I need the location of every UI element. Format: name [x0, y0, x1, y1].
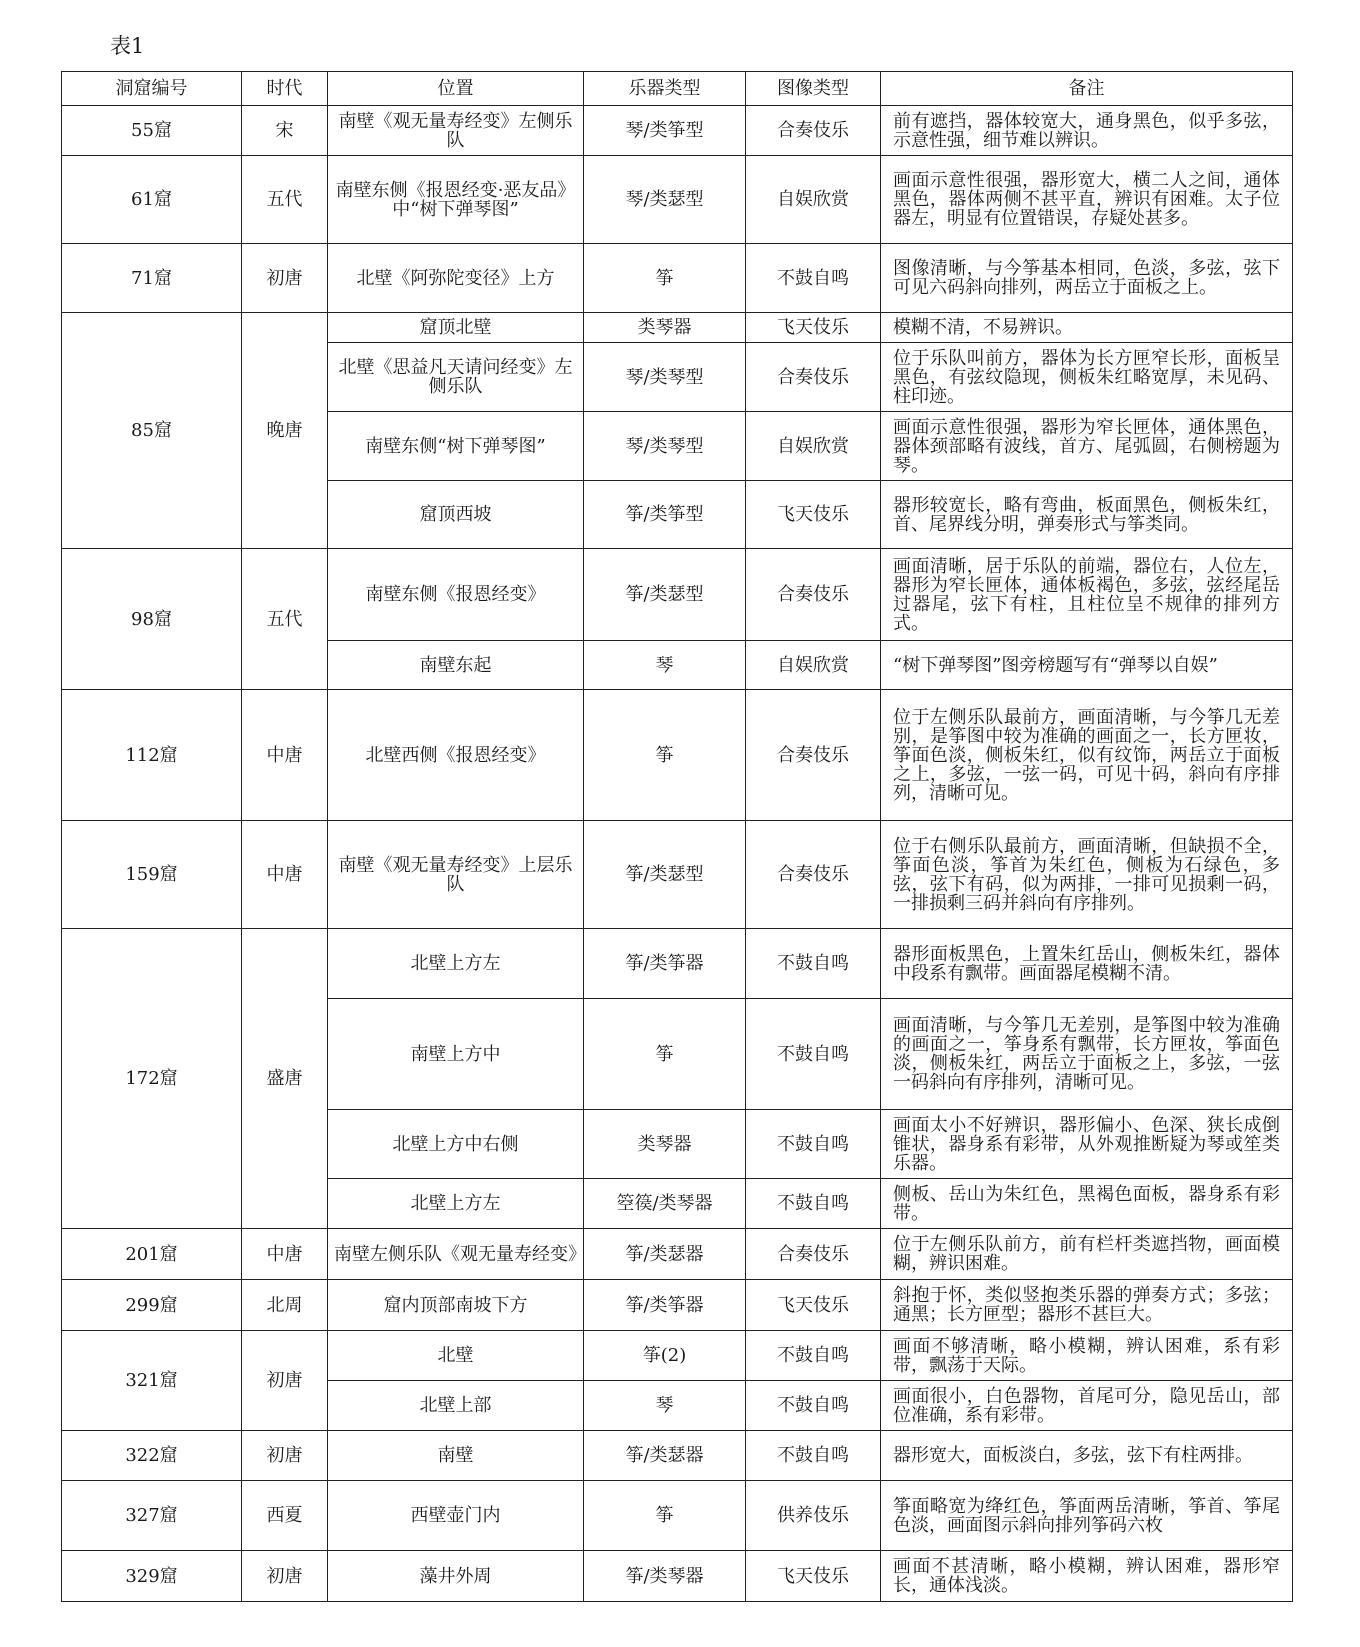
cave-cell: 98窟	[62, 549, 242, 690]
note-cell: 画面示意性很强，器形宽大，横二人之间，通体黑色，器体两侧不甚平直，辨识有困难。太子位器左，明显有位置错误，存疑处甚多。	[881, 156, 1293, 244]
image-type-cell: 不鼓自鸣	[746, 244, 881, 313]
image-type-cell: 合奏伎乐	[746, 106, 881, 156]
image-type-cell: 合奏伎乐	[746, 1229, 881, 1280]
image-type-cell: 不鼓自鸣	[746, 1179, 881, 1229]
table-row	[62, 1229, 1293, 1280]
era-cell: 晚唐	[242, 313, 328, 549]
image-type-cell: 不鼓自鸣	[746, 1110, 881, 1179]
note-cell: 前有遮挡，器体较宽大，通身黑色，似乎多弦，示意性强，细节难以辨识。	[881, 106, 1293, 156]
note-cell: 筝面略宽为绛红色，筝面两岳清晰，筝首、筝尾色淡，画面图示斜向排列筝码六枚	[881, 1481, 1293, 1551]
instrument-cell: 筝/类瑟器	[584, 1229, 746, 1280]
cave-cell: 55窟	[62, 106, 242, 156]
table-row	[62, 549, 1293, 641]
era-cell: 初唐	[242, 1331, 328, 1431]
instrument-cell: 琴/类筝型	[584, 106, 746, 156]
image-type-cell: 不鼓自鸣	[746, 1331, 881, 1381]
table-row	[62, 156, 1293, 244]
table-caption: 表1	[110, 34, 145, 58]
header-row	[62, 72, 1293, 106]
cave-cell: 172窟	[62, 929, 242, 1229]
instrument-cell: 筝	[584, 690, 746, 821]
location-cell: 北壁上方中右侧	[328, 1110, 584, 1179]
location-cell: 北壁上方左	[328, 1179, 584, 1229]
table-row	[62, 313, 1293, 343]
instrument-cell: 筝/类琴器	[584, 1551, 746, 1602]
era-cell: 中唐	[242, 690, 328, 821]
location-cell: 南壁东侧《报恩经变·恶友品》中“树下弹琴图”	[328, 156, 584, 244]
instrument-cell: 筝	[584, 1481, 746, 1551]
instrument-cell: 类琴器	[584, 313, 746, 343]
image-type-cell: 合奏伎乐	[746, 690, 881, 821]
location-cell: 南壁《观无量寿经变》上层乐队	[328, 821, 584, 929]
instrument-cell: 筝(2)	[584, 1331, 746, 1381]
image-type-cell: 飞天伎乐	[746, 1280, 881, 1331]
note-cell: 画面示意性很强，器形为窄长匣体，通体黑色，器体颈部略有波线，首方、尾弧圆，右侧榜题为琴。	[881, 412, 1293, 481]
note-cell: 图像清晰，与今筝基本相同，色淡，多弦，弦下可见六码斜向排列，两岳立于面板之上。	[881, 244, 1293, 313]
location-cell: 南壁东侧“树下弹琴图”	[328, 412, 584, 481]
image-type-cell: 合奏伎乐	[746, 821, 881, 929]
instrument-cell: 琴/类琴型	[584, 412, 746, 481]
image-type-cell: 合奏伎乐	[746, 343, 881, 412]
note-cell: 位于左侧乐队前方，前有栏杆类遮挡物，画面模糊，辨识困难。	[881, 1229, 1293, 1280]
note-cell: 画面清晰，居于乐队的前端，器位右，人位左，器形为窄长匣体，通体板褐色，多弦，弦经尾岳过器尾，弦下有柱，且柱位呈不规律的排列方式。	[881, 549, 1293, 641]
era-cell: 中唐	[242, 1229, 328, 1280]
instrument-cell: 类琴器	[584, 1110, 746, 1179]
header-instrument-type: 乐器类型	[584, 72, 746, 106]
era-cell: 初唐	[242, 244, 328, 313]
image-type-cell: 供养伎乐	[746, 1481, 881, 1551]
image-type-cell: 不鼓自鸣	[746, 1381, 881, 1431]
table-row	[62, 821, 1293, 929]
note-cell: 模糊不清，不易辨识。	[881, 313, 1293, 343]
cave-cell: 61窟	[62, 156, 242, 244]
header-location: 位置	[328, 72, 584, 106]
location-cell: 北壁《思益凡天请问经变》左侧乐队	[328, 343, 584, 412]
image-type-cell: 自娱欣赏	[746, 156, 881, 244]
cave-cell: 327窟	[62, 1481, 242, 1551]
note-cell: 位于右侧乐队最前方，画面清晰，但缺损不全，筝面色淡，筝首为朱红色，侧板为石绿色，多弦，弦下有码，似为两排，一排可见损剩一码，一排损剩三码并斜向有序排列。	[881, 821, 1293, 929]
header-image-type: 图像类型	[746, 72, 881, 106]
location-cell: 北壁西侧《报恩经变》	[328, 690, 584, 821]
instrument-cell: 筝/类瑟型	[584, 549, 746, 641]
note-cell: 画面太小不好辨识，器形偏小、色深、狭长成倒锥状，器身系有彩带，从外观推断疑为琴或笙类乐器。	[881, 1110, 1293, 1179]
location-cell: 南壁东侧《报恩经变》	[328, 549, 584, 641]
cave-cell: 201窟	[62, 1229, 242, 1280]
instrument-cell: 箜篌/类琴器	[584, 1179, 746, 1229]
image-type-cell: 飞天伎乐	[746, 481, 881, 549]
image-type-cell: 飞天伎乐	[746, 1551, 881, 1602]
era-cell: 盛唐	[242, 929, 328, 1229]
table-row	[62, 1280, 1293, 1331]
image-type-cell: 不鼓自鸣	[746, 1431, 881, 1481]
cave-cell: 159窟	[62, 821, 242, 929]
location-cell: 南壁	[328, 1431, 584, 1481]
note-cell: 位于左侧乐队最前方，画面清晰，与今筝几无差别，是筝图中较为准确的画面之一，长方匣妆，筝面色淡，侧板朱红，似有纹饰，两岳立于面板之上，多弦，一弦一码，可见十码，斜向有序排列，清晰可见。	[881, 690, 1293, 821]
location-cell: 北壁上部	[328, 1381, 584, 1431]
location-cell: 南壁《观无量寿经变》左侧乐队	[328, 106, 584, 156]
image-type-cell: 自娱欣赏	[746, 641, 881, 690]
table-row	[62, 1551, 1293, 1602]
header-notes: 备注	[881, 72, 1293, 106]
location-cell: 窟顶北壁	[328, 313, 584, 343]
location-cell: 南壁东起	[328, 641, 584, 690]
instrument-cell: 筝/类瑟型	[584, 821, 746, 929]
note-cell: 斜抱于怀，类似竖抱类乐器的弹奏方式；多弦；通黑；长方匣型；器形不甚巨大。	[881, 1280, 1293, 1331]
instrument-cell: 琴/类琴型	[584, 343, 746, 412]
table-row	[62, 929, 1293, 999]
instrument-cell: 琴	[584, 641, 746, 690]
era-cell: 宋	[242, 106, 328, 156]
instrument-cell: 琴/类瑟型	[584, 156, 746, 244]
cave-cell: 299窟	[62, 1280, 242, 1331]
location-cell: 南壁左侧乐队《观无量寿经变》	[328, 1229, 584, 1280]
image-type-cell: 飞天伎乐	[746, 313, 881, 343]
table-row	[62, 690, 1293, 821]
location-cell: 南壁上方中	[328, 999, 584, 1110]
header-cave-number: 洞窟编号	[62, 72, 242, 106]
instrument-cell: 筝/类瑟器	[584, 1431, 746, 1481]
location-cell: 北壁	[328, 1331, 584, 1381]
note-cell: 画面很小，白色器物，首尾可分，隐见岳山，部位准确，系有彩带。	[881, 1381, 1293, 1431]
image-type-cell: 不鼓自鸣	[746, 999, 881, 1110]
cave-cell: 71窟	[62, 244, 242, 313]
cave-cell: 322窟	[62, 1431, 242, 1481]
location-cell: 藻井外周	[328, 1551, 584, 1602]
era-cell: 初唐	[242, 1431, 328, 1481]
table-row	[62, 1481, 1293, 1551]
cave-instrument-table	[61, 71, 1293, 1602]
location-cell: 窟顶西坡	[328, 481, 584, 549]
instrument-cell: 筝	[584, 244, 746, 313]
instrument-cell: 筝/类筝器	[584, 1280, 746, 1331]
era-cell: 初唐	[242, 1551, 328, 1602]
note-cell: 位于乐队叫前方，器体为长方匣窄长形，面板呈黑色，有弦纹隐现，侧板朱红略宽厚，未见码、柱印迹。	[881, 343, 1293, 412]
note-cell: 器形面板黑色，上置朱红岳山，侧板朱红，器体中段系有飘带。画面器尾模糊不清。	[881, 929, 1293, 999]
location-cell: 北壁上方左	[328, 929, 584, 999]
image-type-cell: 合奏伎乐	[746, 549, 881, 641]
note-cell: 画面不甚清晰，略小模糊，辨认困难，器形窄长，通体浅淡。	[881, 1551, 1293, 1602]
note-cell: 画面清晰，与今筝几无差别，是筝图中较为准确的画面之一，筝身系有飘带，长方匣妆，筝面色淡，侧板朱红，两岳立于面板之上，多弦，一弦一码斜向有序排列，清晰可见。	[881, 999, 1293, 1110]
note-cell: 器形较宽长，略有弯曲，板面黑色，侧板朱红，首、尾界线分明，弹奏形式与筝类同。	[881, 481, 1293, 549]
note-cell: 器形宽大，面板淡白，多弦，弦下有柱两排。	[881, 1431, 1293, 1481]
table-row	[62, 244, 1293, 313]
instrument-cell: 筝/类筝型	[584, 481, 746, 549]
table-row	[62, 1431, 1293, 1481]
note-cell: 侧板、岳山为朱红色，黑褐色面板，器身系有彩带。	[881, 1179, 1293, 1229]
era-cell: 西夏	[242, 1481, 328, 1551]
instrument-cell: 筝/类筝器	[584, 929, 746, 999]
era-cell: 中唐	[242, 821, 328, 929]
era-cell: 五代	[242, 156, 328, 244]
era-cell: 五代	[242, 549, 328, 690]
header-era: 时代	[242, 72, 328, 106]
era-cell: 北周	[242, 1280, 328, 1331]
cave-cell: 329窟	[62, 1551, 242, 1602]
cave-cell: 321窟	[62, 1331, 242, 1431]
location-cell: 西壁壶门内	[328, 1481, 584, 1551]
instrument-cell: 琴	[584, 1381, 746, 1431]
table-row	[62, 106, 1293, 156]
image-type-cell: 不鼓自鸣	[746, 929, 881, 999]
note-cell: 画面不够清晰，略小模糊，辨认困难，系有彩带，飘荡于天际。	[881, 1331, 1293, 1381]
table-row	[62, 1331, 1293, 1381]
cave-cell: 85窟	[62, 313, 242, 549]
instrument-cell: 筝	[584, 999, 746, 1110]
location-cell: 窟内顶部南坡下方	[328, 1280, 584, 1331]
image-type-cell: 自娱欣赏	[746, 412, 881, 481]
location-cell: 北壁《阿弥陀变径》上方	[328, 244, 584, 313]
cave-cell: 112窟	[62, 690, 242, 821]
note-cell: “树下弹琴图”图旁榜题写有“弹琴以自娱”	[881, 641, 1293, 690]
